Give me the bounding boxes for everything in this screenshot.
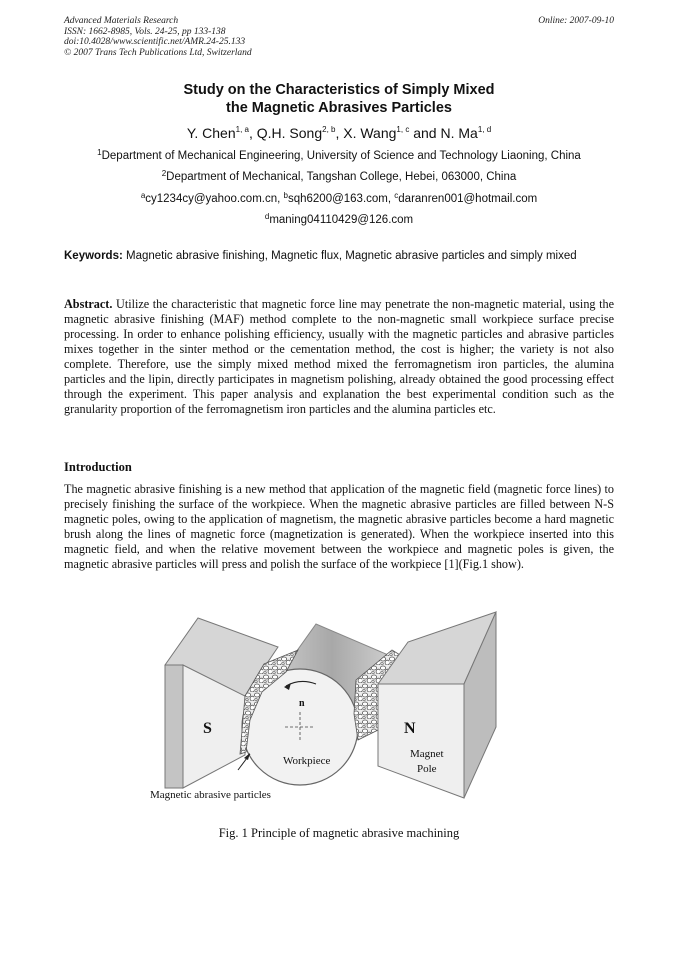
email-c[interactable]: daranren001@hotmail.com — [398, 193, 538, 205]
n-pole-magnet — [378, 612, 496, 798]
journal-name: Advanced Materials Research — [64, 16, 179, 26]
author-4-sup: 1, d — [477, 125, 492, 134]
email-c-sup: c — [394, 191, 399, 200]
email-line-1 — [0, 192, 678, 206]
author-2: Q.H. Song — [256, 125, 323, 141]
keywords-text: Magnetic abrasive finishing, Magnetic flux, Magnetic abrasive particles and simply mixed — [126, 250, 577, 262]
label-magnet: Magnet — [410, 748, 444, 760]
abstract-text: Utilize the characteristic that magnetic force line may penetrate the non-magnetic material, using the magnetic abrasive finishing (MAF) method complete to the non-magnetic small workpiece surface precise processing. In order to enhance polishing efficiency, usually with the magnetic particles and abrasive particles mixes together in the sinter method or the cementation method, the cost is higher; the variety is not also complete. Therefore, use the simply mixed method mixed the ferromagnetism iron particles, the alumina particles and the lipin, directly participates in magnetism polishing, already obtained the good processing effect through the experiment. This paper analysis and explanation the best experimental condition such as the granularity proportion of the ferromagnetism iron particles and the alumina particles etc. — [64, 297, 614, 416]
email-d-sup: d — [264, 212, 270, 221]
author-list: Y. Chen$^{1, a}$, Q.H. Song$^{2, b}$, X. Wang$^{1, c}$ and N. Ma$^{1, d}$ — [186, 125, 492, 141]
keywords-label: Keywords: — [64, 250, 123, 262]
title-line-1: Study on the Characteristics of Simply Mixed — [183, 82, 495, 98]
label-s: S — [203, 720, 212, 737]
title-line-2: the Magnetic Abrasives Particles — [226, 100, 452, 116]
affiliation-1-sup: 1 — [97, 148, 102, 157]
author-4: and N. Ma — [413, 125, 478, 141]
email-a-sup: a — [140, 191, 146, 200]
figure-magnetic-abrasive — [146, 602, 532, 812]
figure-caption: Fig. 1 Principle of magnetic abrasive machining — [218, 826, 460, 840]
author-1: Y. Chen — [186, 125, 236, 141]
email-b[interactable]: sqh6200@163.com, — [287, 193, 392, 205]
abstract — [64, 297, 614, 417]
abstract-label: Abstract. — [64, 297, 113, 311]
email-b-sup: b — [283, 191, 288, 200]
online-date: Online: 2007-09-10 — [538, 16, 614, 26]
author-1-sup: 1, a — [235, 125, 249, 134]
affiliation-2 — [0, 170, 678, 184]
keywords — [64, 249, 614, 263]
label-pole: Pole — [417, 763, 437, 775]
journal-header — [64, 16, 252, 58]
affiliation-1-text: Department of Mechanical Engineering, University of Science and Technology Liaoning, China — [101, 150, 581, 162]
introduction-heading: Introduction — [64, 460, 132, 474]
paper-title — [0, 81, 678, 117]
doi: doi:10.4028/www.scientific.net/AMR.24-25.133 — [64, 37, 246, 47]
issn: ISSN: 1662-8985, Vols. 24-25, pp 133-138 — [64, 26, 226, 37]
author-3-sup: 1, c — [396, 125, 410, 134]
label-workpiece: Workpiece — [283, 755, 331, 767]
affiliation-2-sup: 2 — [161, 169, 167, 178]
author-3: X. Wang — [343, 125, 397, 141]
email-line-2 — [0, 213, 678, 227]
affiliation-2-text: Department of Mechanical, Tangshan College, Hebei, 063000, China — [166, 171, 517, 183]
label-rotation: n — [299, 698, 305, 709]
label-particles: Magnetic abrasive particles — [150, 789, 271, 801]
author-2-sup: 2, b — [322, 125, 336, 134]
copyright: © 2007 Trans Tech Publications Ltd, Switzerland — [64, 47, 252, 58]
introduction-text: The magnetic abrasive finishing is a new method that application of the magnetic field (magnetic force lines) to precisely finishing the surface of the workpiece. When the magnetic abrasive particles are filled between N-S magnetic poles, owing to the application of magnetism, the magnetic abrasive particles become a hard magnetic brush along the lines of magnetic force (magnetization is generated). When the workpiece inserted into this magnetic field, and when the relative movement between the workpiece and magnetic poles is given, the magnetic abrasive particles will press and polish the surface of the workpiece [1](Fig.1 show). — [64, 482, 614, 571]
email-a[interactable]: cy1234cy@yahoo.com.cn, — [145, 193, 281, 205]
label-n: N — [404, 720, 416, 737]
email-d[interactable]: maning04110429@126.com — [269, 214, 414, 226]
affiliation-1 — [0, 149, 678, 163]
